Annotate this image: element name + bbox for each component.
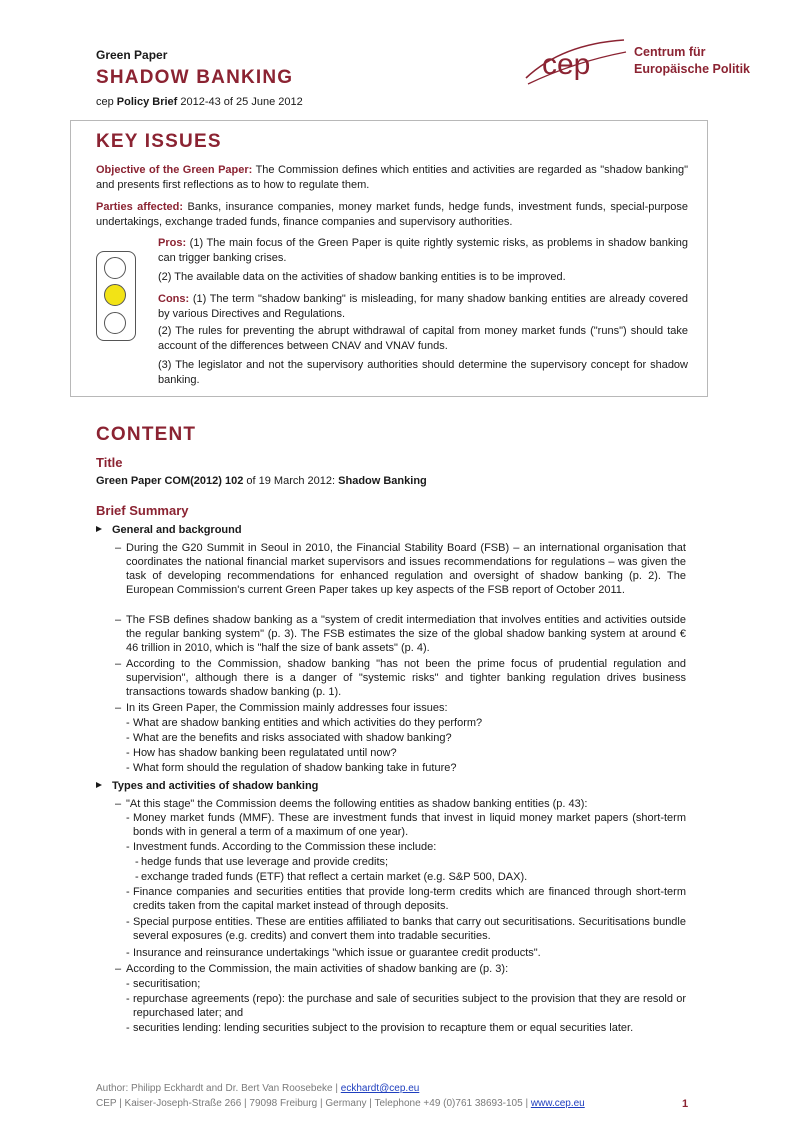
list-item: - Finance companies and securities entities that provide long-term credits which are financed through short-term credits taken from the capital market instead of through deposits. (126, 886, 686, 912)
cons-paragraph-1 (158, 292, 688, 321)
logo-line-1: Centrum für (634, 45, 706, 59)
list-item-text: hedge funds that use leverage and provide credits; (141, 856, 389, 868)
list-item: - repurchase agreements (repo): the purchase and sale of securities subject to the provision that they are resold or repurchased later; and (126, 993, 686, 1019)
document-title: SHADOW BANKING (96, 67, 294, 88)
footer-author-text: Author: Philipp Eckhardt and Dr. Bert Van Roosebeke | (96, 1083, 341, 1094)
brief-rest: 2012-43 of 25 June 2012 (177, 96, 303, 108)
pros-label: Pros: (158, 237, 187, 249)
list-item: – During the G20 Summit in Seoul in 2010, the Financial Stability Board (FSB) – an international organisation that coordinates the national financial market supervisors and issues recommendations for regulations – was given the task of developing recommendations for enhanced regulation and oversight of shadow banking (p. 2). The European Commission's current Green Paper takes up key aspects of the FSB report of October 2011. (115, 542, 686, 596)
list-item-text: exchange traded funds (ETF) that reflect a certain market (e.g. S&P 500, DAX). (141, 871, 528, 883)
traffic-light-middle (104, 284, 126, 306)
list-item-text: Finance companies and securities entities that provide long-term credits which are financed through short-term credits taken from the capital market instead of through deposits. (133, 886, 686, 912)
traffic-light-icon (96, 251, 136, 341)
list-item-text: "At this stage" the Commission deems the following entities as shadow banking entities (p. 43): (126, 798, 588, 810)
list-item: - Special purpose entities. These are entities affiliated to banks that carry out securitisations. Securitisations bundle several exposures (e.g. credits) and convert them into tradable securities. (126, 916, 686, 942)
list-item-text: What are the benefits and risks associated with shadow banking? (133, 732, 452, 744)
gp-ref-bold: Green Paper COM(2012) 102 (96, 475, 244, 487)
list-item: – According to the Commission, the main activities of shadow banking are (p. 3): (115, 963, 509, 975)
footer-author (96, 1083, 419, 1094)
list-item: - What form should the regulation of shadow banking take in future? (126, 762, 457, 774)
list-item: - securitisation; (126, 978, 201, 990)
green-paper-reference (96, 475, 427, 487)
section-1-title: General and background (112, 524, 242, 536)
traffic-light-bottom (104, 312, 126, 334)
cons-paragraph-3: (3) The legislator and not the supervisory authorities should determine the supervisory concept for shadow banking. (158, 359, 688, 386)
cons-1-text: (1) The term "shadow banking" is misleading, for many shadow banking entities are already covered by various Directives and Regulations. (158, 293, 688, 320)
objective-text: The Commission defines which entities and activities are regarded as "shadow banking" and presents first reflections as to how to regulate them. (96, 164, 688, 191)
footer-address (96, 1098, 585, 1109)
list-item-text: Investment funds. According to the Commission these include: (133, 841, 437, 853)
list-item: – "At this stage" the Commission deems the following entities as shadow banking entities (p. 43): (115, 798, 588, 810)
title-heading: Title (96, 455, 123, 470)
traffic-light-top (104, 257, 126, 279)
policy-brief-line (96, 96, 303, 108)
cep-logo-mark (522, 38, 632, 88)
list-item-text: What form should the regulation of shadow banking take in future? (133, 762, 457, 774)
list-item-text: How has shadow banking been regulatated until now? (133, 747, 397, 759)
list-item: – According to the Commission, shadow banking "has not been the prime focus of prudential regulation and supervision", although there is a danger of "systemic risks" and tighter banking regulation drives business transactions towards shadow banking (p. 1). (115, 658, 686, 698)
objective-label: Objective of the Green Paper: (96, 164, 253, 176)
section-2-title: Types and activities of shadow banking (112, 780, 319, 792)
gp-ref-bold-2: Shadow Banking (338, 475, 427, 487)
list-item-text: Insurance and reinsurance undertakings "which issue or guarantee credit products". (133, 947, 541, 959)
list-item-text: Special purpose entities. These are entities affiliated to banks that carry out securitisations. Securitisations bundle several exposures (e.g. credits) and convert them into tradable securities. (133, 916, 686, 942)
logo-line-2: Europäische Politik (634, 62, 751, 76)
list-item-text: Money market funds (MMF). These are investment funds that invest in liquid money market papers (short-term bonds with in general a term of a maximum of one year). (133, 812, 686, 838)
list-item-text: During the G20 Summit in Seoul in 2010, the Financial Stability Board (FSB) – an international organisation that coordinates the national financial market supervisors and issues recommendations for regulations – was given the task of developing recommendations for enhanced regulation and oversight of shadow banking (p. 2). The European Commission's current Green Paper takes up key aspects of the FSB report of October 2011. (126, 542, 686, 596)
list-item-text: According to the Commission, shadow banking "has not been the prime focus of prudential regulation and supervision", although there is a danger of "systemic risks" and tighter banking regulation drives business transactions towards shadow banking (p. 1). (126, 658, 686, 698)
list-item: – In its Green Paper, the Commission mainly addresses four issues: (115, 702, 448, 714)
key-issues-box (70, 120, 708, 397)
list-item-text: securities lending: lending securities subject to the provision to recapture them or equal securities later. (133, 1022, 634, 1034)
cons-paragraph-2: (2) The rules for preventing the abrupt withdrawal of capital from money market funds ("runs") should take account of the differences between CNAV and VNAV funds. (158, 325, 688, 352)
list-item-text: securitisation; (133, 978, 201, 990)
objective-paragraph (96, 163, 688, 192)
section-types-activities (96, 780, 318, 792)
logo-org-name (634, 44, 750, 78)
list-item: – The FSB defines shadow banking as a "system of credit intermediation that involves entities and activities outside the regular banking system" (p. 3). The FSB estimates the size of the global shadow banking system at around € 46 trillion in 2010, which is "half the size of bank assets" (p. 4). (115, 614, 686, 654)
list-item: - exchange traded funds (ETF) that reflect a certain market (e.g. S&P 500, DAX). (135, 871, 528, 883)
brief-bold: Policy Brief (116, 96, 178, 108)
triangle-bullet-icon (96, 526, 102, 532)
parties-label: Parties affected: (96, 201, 184, 213)
list-item: - What are shadow banking entities and which activities do they perform? (126, 717, 483, 729)
list-item-text: The FSB defines shadow banking as a "system of credit intermediation that involves entities and activities outside the regular banking system" (p. 3). The FSB estimates the size of the global shadow banking system at around € 46 trillion in 2010, which is "half the size of bank assets" (p. 4). (126, 614, 686, 654)
list-item: - Insurance and reinsurance undertakings "which issue or guarantee credit products". (126, 947, 541, 959)
list-item: - Investment funds. According to the Commission these include: (126, 841, 437, 853)
triangle-bullet-icon (96, 782, 102, 788)
key-issues-heading: KEY ISSUES (96, 131, 222, 152)
cep-logo (522, 38, 762, 88)
list-item-text: According to the Commission, the main activities of shadow banking are (p. 3): (126, 963, 509, 975)
cep-logo-text: cep (542, 48, 591, 81)
gp-ref-mid: of 19 March 2012: (243, 475, 339, 487)
list-item: - What are the benefits and risks associated with shadow banking? (126, 732, 452, 744)
list-item-text: In its Green Paper, the Commission mainly addresses four issues: (126, 702, 448, 714)
cons-label: Cons: (158, 293, 190, 305)
pros-paragraph-2: (2) The available data on the activities of shadow banking entities is to be improved. (158, 271, 566, 283)
parties-text: Banks, insurance companies, money market funds, hedge funds, investment funds, special-purpose undertakings, exchange traded funds, finance companies and supervisory authorities. (96, 201, 688, 228)
brief-prefix: cep (96, 96, 117, 108)
pros-1-text: (1) The main focus of the Green Paper is quite rightly systemic risks, as problems in shadow banking can trigger banking crises. (158, 237, 688, 264)
section-general-background (96, 524, 242, 536)
footer-address-text: CEP | Kaiser-Joseph-Straße 266 | 79098 Freiburg | Germany | Telephone +49 (0)761 38693-105 | (96, 1098, 531, 1109)
brief-summary-heading: Brief Summary (96, 503, 189, 518)
list-item: - How has shadow banking been regulatated until now? (126, 747, 397, 759)
list-item: - hedge funds that use leverage and provide credits; (135, 856, 389, 868)
list-item-text: repurchase agreements (repo): the purchase and sale of securities subject to the provision that they are resold or repurchased later; and (133, 993, 686, 1019)
document-type: Green Paper (96, 48, 168, 62)
list-item: - Money market funds (MMF). These are investment funds that invest in liquid money market papers (short-term bonds with in general a term of a maximum of one year). (126, 812, 686, 838)
list-item: - securities lending: lending securities subject to the provision to recapture them or equal securities later. (126, 1022, 634, 1034)
list-item-text: What are shadow banking entities and which activities do they perform? (133, 717, 483, 729)
page-number: 1 (682, 1098, 689, 1110)
content-heading: CONTENT (96, 424, 197, 445)
author-email-link[interactable]: eckhardt@cep.eu (340, 1083, 420, 1094)
pros-paragraph-1 (158, 236, 688, 265)
website-link[interactable]: www.cep.eu (530, 1098, 585, 1109)
parties-paragraph (96, 200, 688, 229)
